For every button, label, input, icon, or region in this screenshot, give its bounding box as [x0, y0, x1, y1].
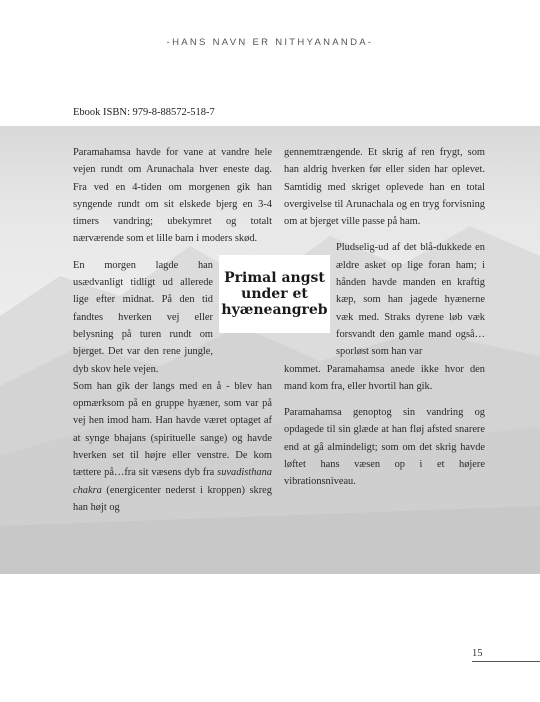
pull-quote-line-1: Primal angst — [224, 270, 325, 286]
pull-quote-text — [221, 270, 327, 318]
page-number: 15 — [472, 648, 483, 659]
pull-quote-line-2: under et — [241, 286, 308, 302]
left-paragraph-2-text-before: Som han gik der langs med en å - blev han opmærksom på en gruppe hyæner, som var på vej hen imod ham. Han havde været optaget af at synge bhajans (spirituelle sange) og havde hverken set til højre eller venstre. De kom tættere på…fra sit væsens dyb fra — [73, 380, 272, 479]
pull-quote-line-3: hyæneangreb — [221, 302, 328, 318]
running-header: -HANS NAVN ER NITHYANANDA- — [166, 37, 374, 48]
pull-quote-box — [219, 255, 330, 333]
left-paragraph-2-body — [73, 378, 272, 516]
right-paragraph-3: Paramahamsa genoptog sin vandring og opdagede til sin glæde at han fløj afsted snarere end at gå almindeligt; som om det skrig havde løftet hans væsen op i et højere vibrationsniveau. — [284, 407, 485, 488]
left-paragraph-2-italic-term: suvadisthana chakra — [73, 467, 272, 496]
left-paragraph-2-text-after: (energicenter nederst i kroppen) skreg han højt og — [73, 484, 272, 513]
right-paragraph-2-narrow: Pludselig-ud af det blå-dukkede en ældre asket op lige foran ham; i hånden havde manden en kraftig kæp, som han jagede hyænerne væk med. Straks dyrene løb væk forsvandt den gamle mand også…sporløst som han var — [336, 242, 485, 358]
left-text-column — [73, 144, 272, 525]
left-paragraph-2-narrow: En morgen lagde han usædvanligt tidligt ud allerede lige efter midnat. På den tid fandtes hverken vej eller belysning på turen rundt om bjerget. Det var den rene jungle, dyb skov hele vejen. — [73, 259, 213, 375]
right-paragraph-1: gennemtrængende. Et skrig af ren frygt, som han aldrig hverken før eller siden har oplevet. Samtidig med skriget oplevede han en total overgivelse til Arunachala og en tryg forvisning om at bjerget ville passe på ham. — [284, 147, 485, 228]
page-number-rule — [472, 661, 540, 662]
left-paragraph-1: Paramahamsa havde for vane at vandre hele vejen rundt om Arunachala hver eneste dag. Fra ved en 4-tiden om morgenen gik han syngende rundt om sit elskede bjerg en 3-4 timers vandring; ubekymret og totalt nærværende som et lille barn i moders skød. — [73, 147, 272, 245]
right-paragraph-2-rest: kommet. Paramahamsa anede ikke hvor den mand kom fra, eller hvortil han gik. — [284, 363, 485, 392]
isbn-line: Ebook ISBN: 979-8-88572-518-7 — [73, 107, 215, 118]
